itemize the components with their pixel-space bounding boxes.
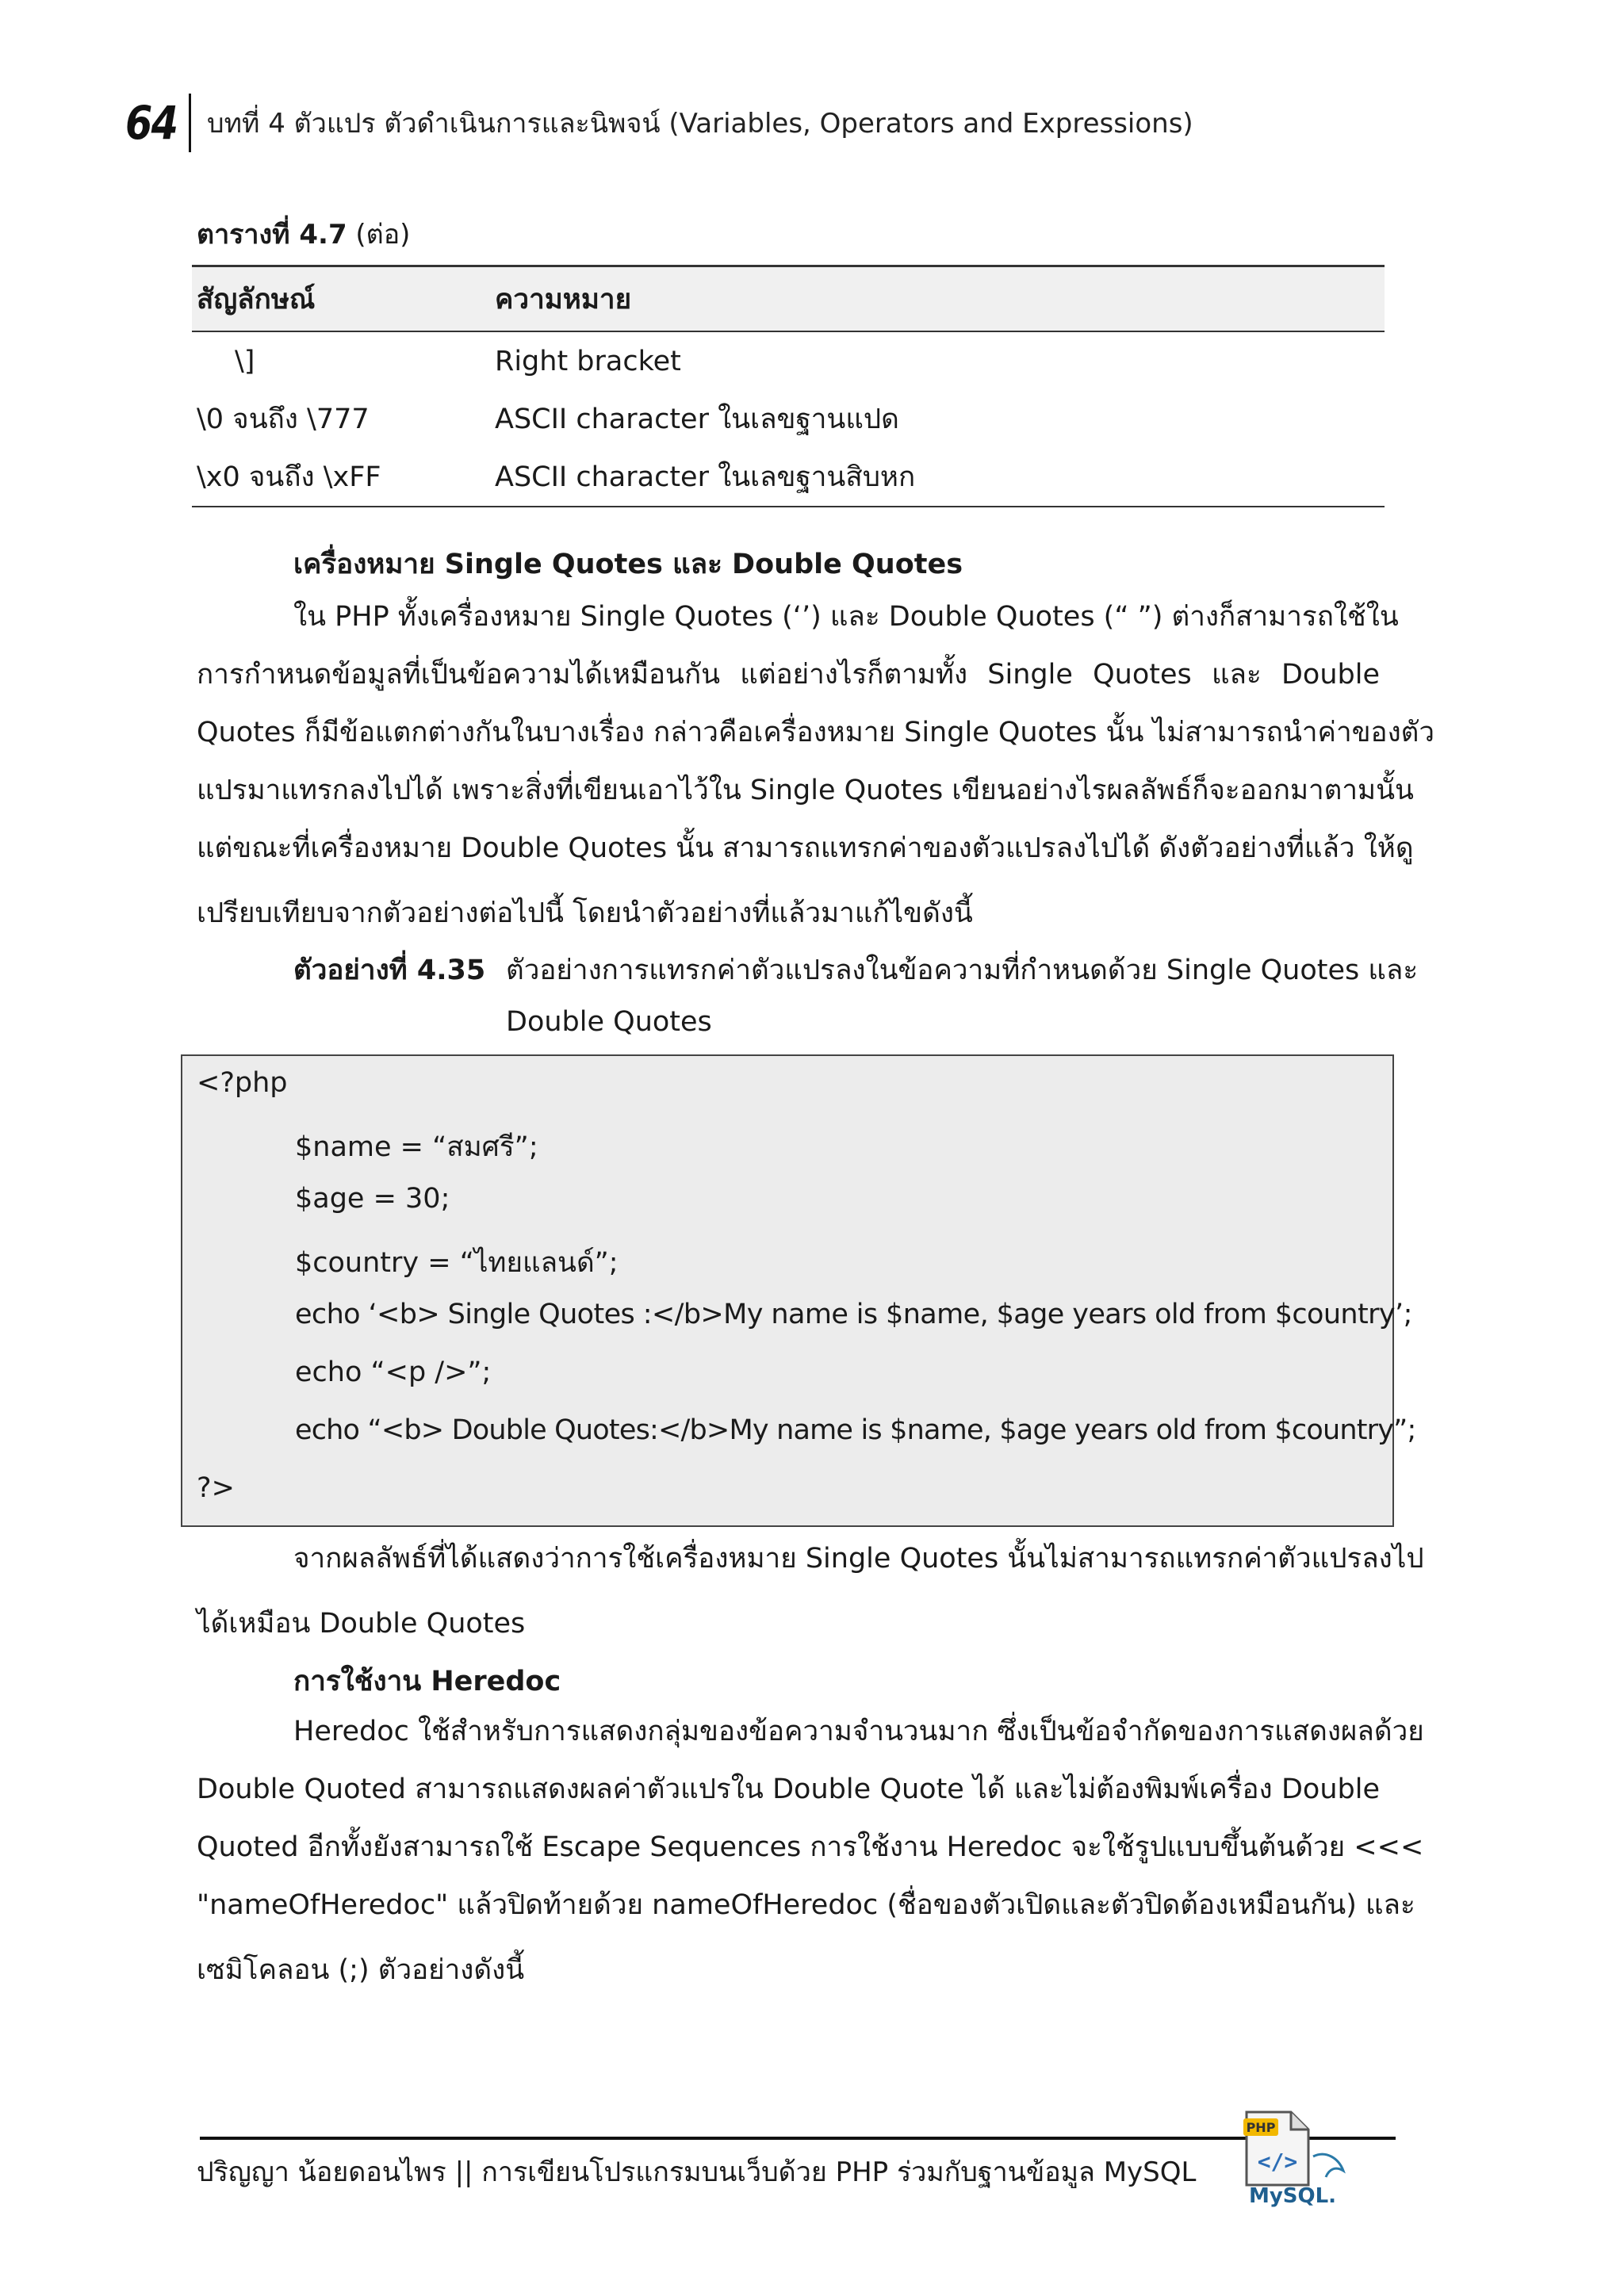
example-label: ตัวอย่างที่ 4.35 (293, 955, 486, 986)
table-cell-symbol-text: \] (235, 345, 255, 377)
code-open-tag: <?php (197, 1067, 288, 1099)
paragraph-line: Double Quoted สามารถแสดงผลค่าตัวแปรใน Double Quote ได้ และไม่ต้องพิมพ์เครื่อง Double (197, 1774, 1380, 1805)
paragraph-line: ได้เหมือน Double Quotes (197, 1608, 526, 1640)
table-row (192, 390, 1385, 448)
table-cell-symbol: \0 จนถึง \777 (197, 404, 370, 435)
table-cell-meaning: ASCII character ในเลขฐานแปด (495, 404, 899, 435)
table-caption-continued: (ต่อ) (347, 219, 411, 251)
example-caption-continued: Double Quotes (506, 1006, 712, 1038)
footer-credit: ปริญญา น้อยดอนไพร || การเขียนโปรแกรมบนเว็บด้วย PHP ร่วมกับฐานข้อมูล MySQL (197, 2156, 1197, 2188)
paragraph-line: เปรียบเทียบจากตัวอย่างต่อไปนี้ โดยนำตัวอย่างที่แล้วมาแก้ไขดังนี้ (197, 897, 973, 929)
page-number: 64 (125, 96, 178, 150)
escape-sequence-table (192, 265, 1385, 507)
php-mysql-logo (1237, 2109, 1356, 2212)
section-heading-quotes: เครื่องหมาย Single Quotes และ Double Quotes (293, 549, 963, 580)
table-header-row (192, 266, 1385, 332)
paragraph-line: Heredoc ใช้สำหรับการแสดงกลุ่มของข้อความจำนวนมาก ซึ่งเป็นข้อจำกัดของการแสดงผลด้วย (293, 1716, 1424, 1747)
table-cell-meaning: ASCII character ในเลขฐานสิบหก (490, 448, 1385, 507)
paragraph-line: การกำหนดข้อมูลที่เป็นข้อความได้เหมือนกัน แต่อย่างไรก็ตามทั้ง Single Quotes และ Double (197, 659, 1380, 691)
paragraph-line: จากผลลัพธ์ที่ได้แสดงว่าการใช้เครื่องหมาย Single Quotes นั้นไม่สามารถแทรกค่าตัวแปรลงไป (293, 1543, 1424, 1575)
footer-divider (200, 2137, 1396, 2140)
table-header-meaning: ความหมาย (490, 266, 1385, 332)
section-heading-heredoc: การใช้งาน Heredoc (293, 1666, 561, 1697)
chapter-title: บทที่ 4 ตัวแปร ตัวดำเนินการและนิพจน์ (Variables, Operators and Expressions) (207, 108, 1193, 140)
code-line: echo “<p />”; (295, 1357, 492, 1388)
paragraph-line: แต่ขณะที่เครื่องหมาย Double Quotes นั้น สามารถแทรกค่าของตัวแปรลงไปได้ ดังตัวอย่างที่แล้ว ให้ดู (197, 832, 1414, 864)
page-header (125, 94, 1193, 152)
table-row (192, 331, 1385, 390)
logo-mysql-text: MySQL. (1248, 2184, 1337, 2208)
table-row (192, 448, 1385, 507)
code-line: $age = 30; (295, 1183, 450, 1215)
code-line: echo ‘<b> Single Quotes :</b>My name is $name, $age years old from $country’; (295, 1299, 1412, 1330)
svg-text:</>: </> (1257, 2149, 1298, 2175)
code-line: $country = “ไทยแลนด์”; (295, 1247, 619, 1279)
table-cell-symbol (192, 331, 490, 390)
table-caption-label: ตารางที่ 4.7 (197, 219, 347, 251)
code-close-tag: ?> (197, 1472, 235, 1504)
table-cell-meaning: Right bracket (495, 345, 681, 377)
header-divider (189, 94, 191, 152)
paragraph-line: เซมิโคลอน (;) ตัวอย่างดังนี้ (197, 1954, 525, 1986)
paragraph-line: แปรมาแทรกลงไปได้ เพราะสิ่งที่เขียนเอาไว้ใน Single Quotes เขียนอย่างไรผลลัพธ์ก็จะออกมาตามนั้น (197, 775, 1414, 806)
code-line: echo “<b> Double Quotes:</b>My name is $name, $age years old from $country”; (295, 1414, 1416, 1446)
example-caption: ตัวอย่างการแทรกค่าตัวแปรลงในข้อความที่กำหนดด้วย Single Quotes และ (506, 955, 1419, 986)
paragraph-line: Quotes ก็มีข้อแตกต่างกันในบางเรื่อง กล่าวคือเครื่องหมาย Single Quotes นั้น ไม่สามารถนำค่าของตัว (197, 717, 1435, 748)
paragraph-line: "nameOfHeredoc" แล้วปิดท้ายด้วย nameOfHeredoc (ชื่อของตัวเปิดและตัวปิดต้องเหมือนกัน) และ (197, 1889, 1415, 1921)
table-cell-symbol: \x0 จนถึง \xFF (192, 448, 490, 507)
logo-php-text: PHP (1246, 2120, 1276, 2135)
paragraph-line: ใน PHP ทั้งเครื่องหมาย Single Quotes (‘’) และ Double Quotes (“ ”) ต่างก็สามารถใช้ใน (293, 601, 1399, 633)
paragraph-line: Quoted อีกทั้งยังสามารถใช้ Escape Sequences การใช้งาน Heredoc จะใช้รูปแบบขึ้นต้นด้วย <<< (197, 1831, 1424, 1863)
table-header-symbol: สัญลักษณ์ (192, 266, 490, 332)
code-line: $name = “สมศรี”; (295, 1131, 538, 1163)
table-caption (197, 212, 410, 255)
